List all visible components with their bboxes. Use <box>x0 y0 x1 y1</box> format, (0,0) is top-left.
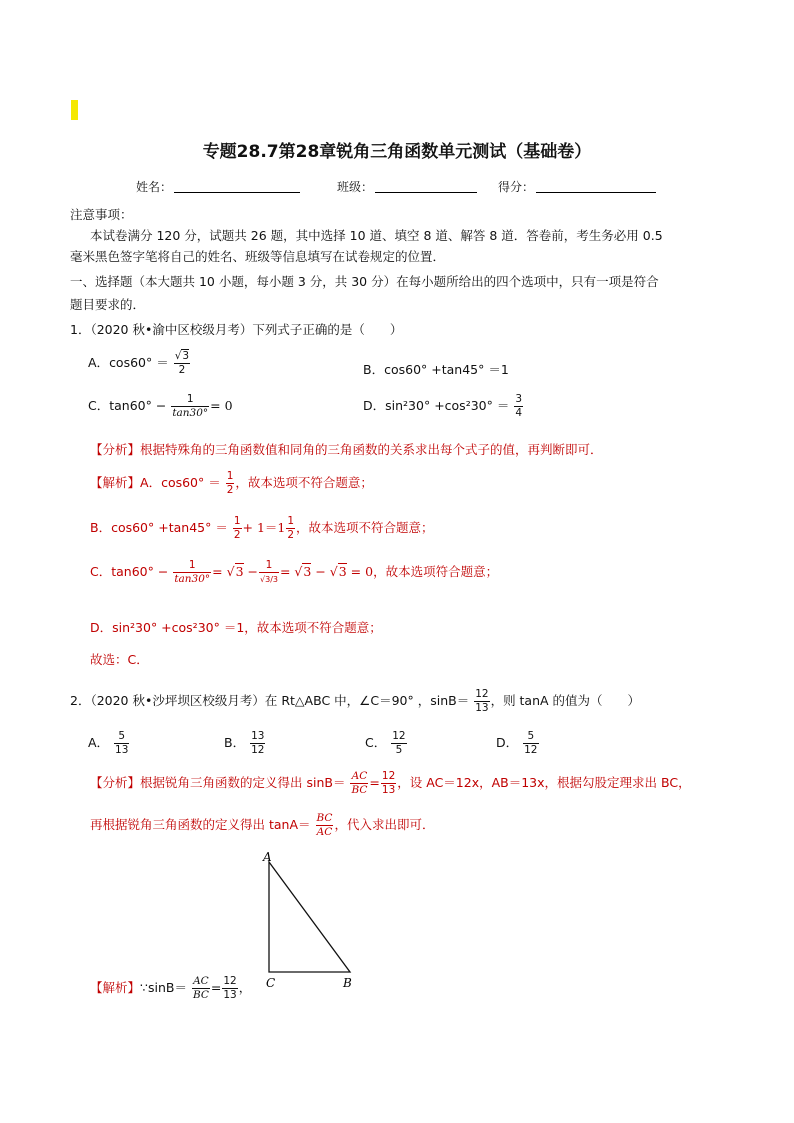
triangle-outline <box>269 862 350 972</box>
q1-option-c-expr: tan60° − <box>109 398 167 413</box>
q2-option-c-label: C． <box>365 735 387 750</box>
class-field[interactable] <box>337 178 477 195</box>
fraction-sqrt3-over-2: $\frac{√3}{2}$ <box>174 350 190 376</box>
q1-option-b-label: B． <box>363 362 385 377</box>
vertex-b-label: B <box>343 976 352 990</box>
q2-analysis2-suffix: ，代入求出即可． <box>334 817 435 832</box>
name-blank <box>174 180 300 193</box>
q1-analysis: 【分析】根据特殊角的三角函数值和同角的三角函数的关系求出每个式子的值，再判断即可． <box>90 442 603 457</box>
notice-line-2: 毫米黑色签字笔将自己的姓名、班级等信息填写在试卷规定的位置． <box>70 249 446 264</box>
q2-option-d <box>496 730 540 757</box>
name-field[interactable] <box>136 178 300 195</box>
fraction-12-over-13: $\frac{12}{13}$ <box>381 770 396 796</box>
q2-option-a <box>88 730 130 757</box>
q1-option-c: C．tan60° − $\frac{1}{\tan 30^\circ}$ = 0 <box>88 393 233 419</box>
q2-analysis-prefix: 【分析】根据锐角三角函数的定义得出 sinB＝ <box>90 775 346 790</box>
section-heading-line-2: 题目要求的． <box>70 297 146 312</box>
class-blank <box>375 180 477 193</box>
q1-solution-b-prefix: B．cos60° +tan45° ＝ <box>90 520 228 535</box>
fraction-1-over-tan30: $\frac{1}{\tan 30^\circ}$ <box>172 393 209 419</box>
q1-solution-c-prefix: C．tan60° − <box>90 564 169 579</box>
q1-solution-c: C．tan60° − $\frac{1}{\tan 30^\circ}$ = √3 − $\frac{1}{√3/3}$ = √3 − √3 = 0，故本选项符合题意； <box>90 559 499 585</box>
page-title: 专题28.7第28章锐角三角函数单元测试（基础卷） <box>202 142 592 162</box>
q1-option-a-expr: cos60° ＝ <box>109 355 169 370</box>
right-triangle-diagram <box>255 848 365 996</box>
q1-option-d <box>363 393 524 420</box>
q2-option-d-label: D． <box>496 735 519 750</box>
q1-option-b-expr: cos60° +tan45° ＝1 <box>384 362 509 377</box>
q2-option-a-label: A． <box>88 735 110 750</box>
vertex-a-label: A <box>263 850 272 864</box>
fraction-3-over-4: $\frac{3}{4}$ <box>515 393 523 419</box>
fraction-12-over-13: $\frac{12}{13}$ <box>475 688 489 714</box>
q2-analysis-line-1: 【分析】根据锐角三角函数的定义得出 sinB＝ $\frac{AC}{BC}$ = $\frac{12}{13}$ ，设 AC＝12x，AB＝13x，根据勾股定理求出 BC， <box>90 770 691 796</box>
q2-option-b <box>224 730 266 757</box>
q1-solution-a-suffix: ，故本选项不符合题意； <box>235 475 373 490</box>
q2-analysis-mid: ，设 AC＝12x，AB＝13x，根据勾股定理求出 BC， <box>397 775 691 790</box>
name-label: 姓名： <box>136 180 173 194</box>
q1-solution-a-prefix: A．cos60° ＝ <box>140 475 221 490</box>
class-label: 班级： <box>337 180 374 194</box>
q2-analysis2-prefix: 再根据锐角三角函数的定义得出 tanA＝ <box>90 817 311 832</box>
fraction-12-over-13: $\frac{12}{13}$ <box>223 975 237 1001</box>
q1-solution-b-suffix: ，故本选项不符合题意； <box>296 520 434 535</box>
fraction-1-over-2: $\frac{1}{2}$ <box>233 515 241 541</box>
notice-heading: 注意事项： <box>70 207 133 222</box>
yellow-margin-mark <box>71 100 78 120</box>
q2-solution-prefix: ∵sinB＝ <box>140 980 187 995</box>
q1-option-a-label: A． <box>88 355 110 370</box>
q2-option-b-label: B． <box>224 735 246 750</box>
q1-solution-c-suffix: ，故本选项符合题意； <box>373 564 499 579</box>
q2-stem-suffix: ，则 tanA 的值为（ ） <box>490 693 641 708</box>
q2-option-c-fraction: $\frac{12}{5}$ <box>392 730 406 756</box>
vertex-c-label: C <box>266 976 276 990</box>
fraction-1-over-2: $\frac{1}{2}$ <box>226 470 234 496</box>
q1-solution-b: B．cos60° +tan45° ＝ $\frac{1}{2}$ + 1＝1 $\frac{1}{2}$ ，故本选项不符合题意； <box>90 515 434 541</box>
solution-label: 【解析】 <box>90 475 141 490</box>
q1-solution-a <box>90 470 373 497</box>
q1-option-b <box>363 360 509 378</box>
q1-option-a <box>88 350 191 377</box>
score-blank <box>536 180 656 193</box>
q2-solution-suffix: ， <box>238 980 252 995</box>
fraction-ac-over-bc: $\frac{AC}{BC}$ <box>351 770 368 796</box>
q2-solution: 【解析】∵sinB＝ $\frac{AC}{BC}$ = $\frac{12}{13}$ ， <box>90 975 252 1001</box>
fraction-1-over-2: $\frac{1}{2}$ <box>287 515 295 541</box>
section-heading-line-1: 一、选择题（本大题共 10 小题，每小题 3 分，共 30 分）在每小题所给出的四个选项中，只有一项是符合 <box>70 274 659 289</box>
q1-conclusion: 故选：C． <box>90 652 149 667</box>
q1-option-c-label: C． <box>88 398 110 413</box>
q2-option-d-fraction: $\frac{5}{12}$ <box>524 730 538 756</box>
q1-solution-d: D．sin²30° +cos²30° ＝1，故本选项不符合题意； <box>90 620 382 635</box>
q2-stem <box>70 688 640 715</box>
q2-option-b-fraction: $\frac{13}{12}$ <box>251 730 265 756</box>
fraction-1-over-sqrt3-over-3: $\frac{1}{√3/3}$ <box>260 559 278 584</box>
q2-stem-prefix: 2．（2020 秋•沙坪坝区校级月考）在 Rt△ABC 中，∠C＝90° ，sinB＝ <box>70 693 470 708</box>
q2-analysis-line-2 <box>90 812 434 839</box>
q2-option-a-fraction: $\frac{5}{13}$ <box>115 730 129 756</box>
fraction-1-over-tan30: $\frac{1}{\tan 30^\circ}$ <box>174 559 211 585</box>
q1-option-d-label: D． <box>363 398 386 413</box>
score-field[interactable] <box>498 178 656 195</box>
notice-line-1: 本试卷满分 120 分，试题共 26 题，其中选择 10 道、填空 8 道、解答 8 道．答卷前，考生务必用 0.5 <box>90 228 663 243</box>
q1-option-d-expr: sin²30° +cos²30° ＝ <box>385 398 510 413</box>
q2-option-c <box>365 730 408 757</box>
fraction-ac-over-bc: $\frac{AC}{BC}$ <box>192 975 209 1001</box>
fraction-bc-over-ac: $\frac{BC}{AC}$ <box>316 812 333 838</box>
solution-label: 【解析】 <box>90 980 141 995</box>
score-label: 得分： <box>498 180 535 194</box>
q1-stem: 1．（2020 秋•渝中区校级月考）下列式子正确的是（ ） <box>70 322 403 337</box>
